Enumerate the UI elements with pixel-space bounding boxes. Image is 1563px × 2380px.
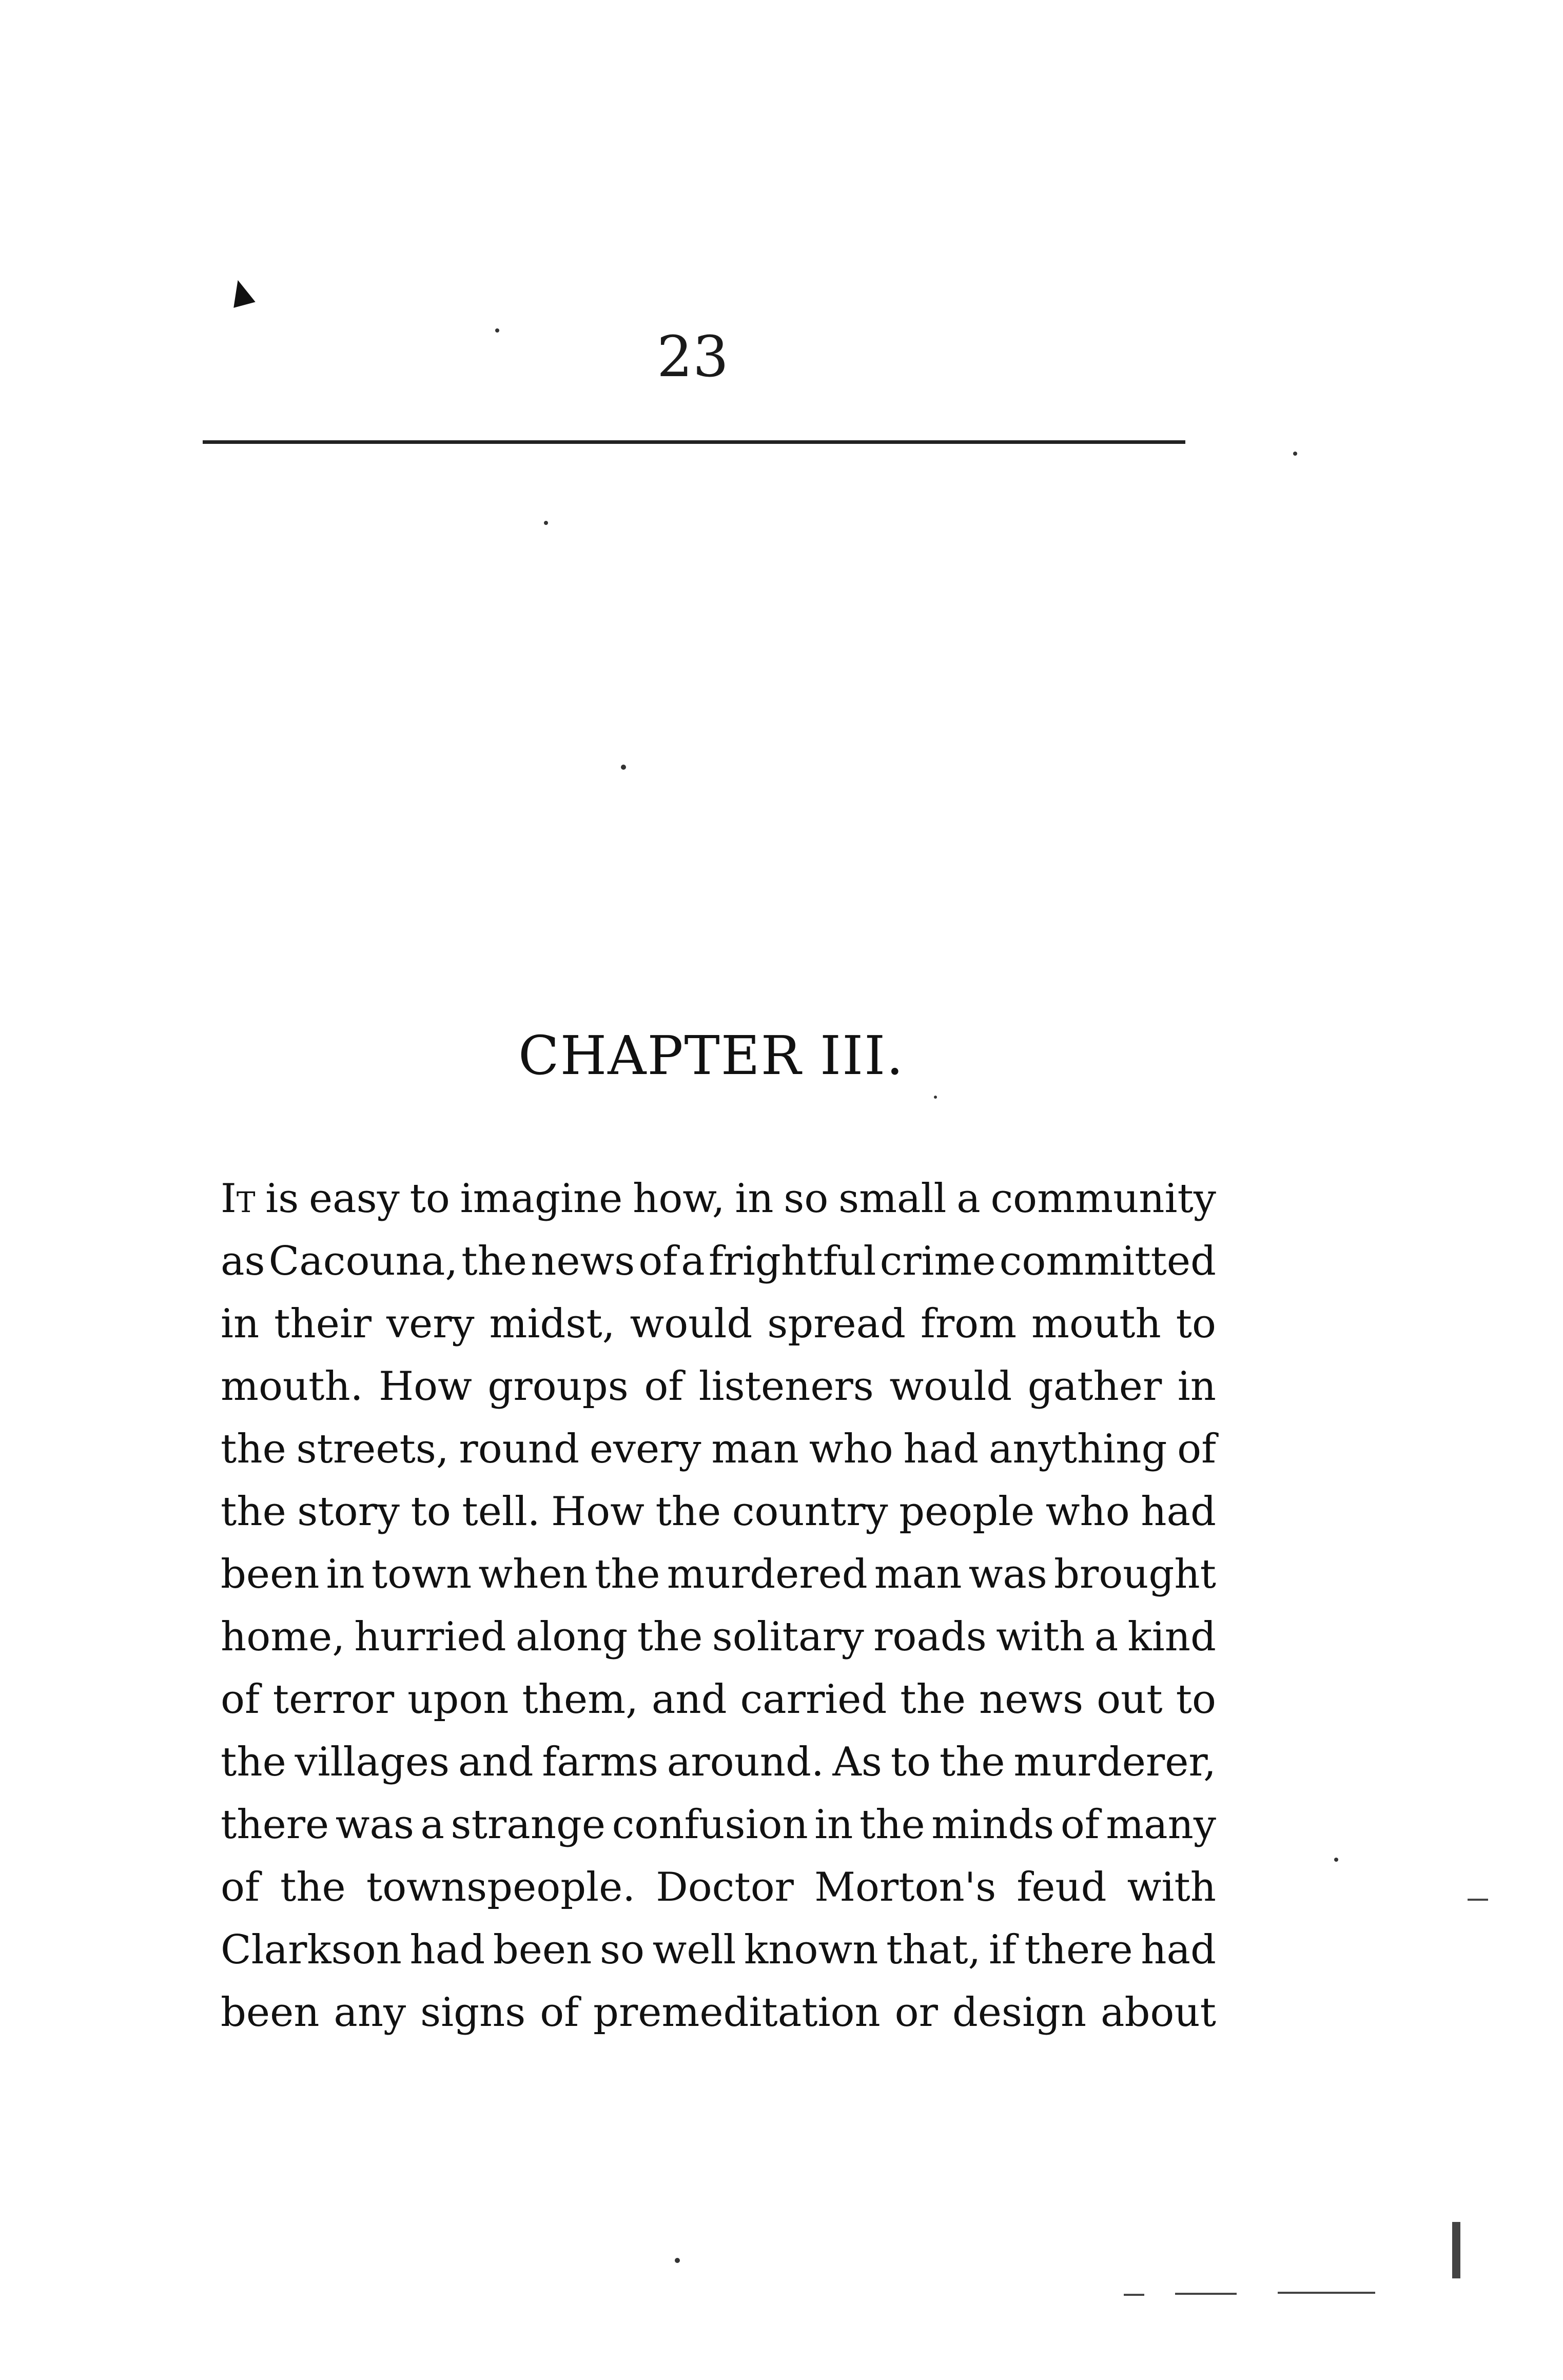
word: so [599, 1927, 644, 1973]
word: the [461, 1238, 527, 1284]
word: was [968, 1551, 1047, 1597]
word: solitary [712, 1614, 864, 1660]
word: if [988, 1927, 1017, 1973]
word: upon [407, 1676, 509, 1723]
word: the [280, 1864, 346, 1910]
word: gather [1027, 1363, 1162, 1410]
word: to [1176, 1301, 1216, 1347]
word: As [832, 1739, 882, 1785]
word: spread [767, 1301, 906, 1347]
word: murdered [667, 1551, 868, 1597]
scan-speck [1293, 452, 1297, 456]
word: and [458, 1739, 534, 1785]
word: the [221, 1426, 286, 1472]
word: to [1176, 1676, 1216, 1723]
word: there [221, 1802, 329, 1848]
word: known [744, 1927, 878, 1973]
word: Morton's [814, 1864, 997, 1910]
text-line [221, 1981, 1216, 2044]
word: country [732, 1489, 888, 1535]
word: out [1097, 1676, 1163, 1723]
word: news [531, 1238, 635, 1284]
text-line [221, 1230, 1216, 1293]
word: mouth. [221, 1363, 363, 1410]
word: How [551, 1489, 644, 1535]
word: story [297, 1489, 400, 1535]
word: had [1141, 1927, 1216, 1973]
word: a [956, 1176, 981, 1222]
word: in [814, 1802, 853, 1848]
word: round [459, 1426, 580, 1472]
word: with [1127, 1864, 1216, 1910]
word: town [371, 1551, 472, 1597]
word: around. [667, 1739, 824, 1785]
scan-edge-mark [1278, 2292, 1375, 2294]
text-line [221, 1919, 1216, 1981]
word: had [409, 1927, 485, 1973]
text-line [221, 1167, 1216, 1230]
word: community [990, 1176, 1216, 1222]
word: would [889, 1363, 1012, 1410]
word: the [637, 1614, 703, 1660]
scan-edge-mark [1124, 2294, 1144, 2296]
scan-speck [621, 765, 626, 770]
word: man [711, 1426, 799, 1472]
word: anything [988, 1426, 1167, 1472]
word: confusion [612, 1802, 808, 1848]
word: was [335, 1802, 414, 1848]
word: in [1177, 1363, 1216, 1410]
word: well [652, 1927, 736, 1973]
word: design [952, 1989, 1087, 2036]
word: so [784, 1176, 829, 1222]
word: hurried [354, 1614, 506, 1660]
word: people [899, 1489, 1035, 1535]
word: committed [999, 1238, 1216, 1284]
word: about [1100, 1989, 1216, 2036]
word: crime [880, 1238, 996, 1284]
text-line [221, 1543, 1216, 1606]
word: villages [295, 1739, 450, 1785]
word: a [1094, 1614, 1119, 1660]
word: Cacouna, [268, 1238, 458, 1284]
word: the [859, 1802, 925, 1848]
word: who [809, 1426, 893, 1472]
scan-speck [544, 521, 548, 525]
word: midst, [489, 1301, 615, 1347]
word: and [651, 1676, 727, 1723]
word: been [221, 1989, 320, 2036]
word: every [589, 1426, 701, 1472]
word: as [221, 1238, 265, 1284]
chapter-title: CHAPTER III. [518, 1024, 905, 1087]
word: along [515, 1614, 628, 1660]
word: in [326, 1551, 365, 1597]
word: minds [931, 1802, 1054, 1848]
word: from [920, 1301, 1017, 1347]
text-line [221, 1606, 1216, 1668]
text-line [221, 1668, 1216, 1731]
scan-edge-mark [1452, 2222, 1460, 2278]
word: premeditation [593, 1989, 881, 2036]
word: of [1060, 1802, 1100, 1848]
word: a [681, 1238, 705, 1284]
text-line [221, 1793, 1216, 1856]
text-line [221, 1418, 1216, 1480]
word: signs [420, 1989, 526, 2036]
text-line [221, 1293, 1216, 1355]
word: of [1177, 1426, 1216, 1472]
word: How [379, 1363, 472, 1410]
word: of [540, 1989, 579, 2036]
word: roads [873, 1614, 987, 1660]
word: of [638, 1238, 678, 1284]
word: how, [633, 1176, 725, 1222]
word: in [221, 1301, 260, 1347]
text-line [221, 1856, 1216, 1919]
word: home, [221, 1614, 345, 1660]
word: any [334, 1989, 406, 2036]
word: been [493, 1927, 592, 1973]
word: that, [886, 1927, 981, 1973]
scan-edge-mark [1175, 2293, 1237, 2295]
scan-speck [934, 1096, 937, 1099]
word: kind [1127, 1614, 1216, 1660]
word: murderer, [1013, 1739, 1216, 1785]
word: when [478, 1551, 588, 1597]
word: them, [522, 1676, 638, 1723]
word: strange [451, 1802, 606, 1848]
ink-blot-mark [227, 277, 255, 308]
word: to [409, 1176, 450, 1222]
word: mouth [1031, 1301, 1161, 1347]
word: groups [487, 1363, 629, 1410]
word: man [874, 1551, 962, 1597]
word: of [221, 1864, 260, 1910]
word: very [386, 1301, 475, 1347]
word: would [630, 1301, 753, 1347]
word: had [903, 1426, 979, 1472]
word: a [420, 1802, 445, 1848]
scan-speck [495, 328, 499, 333]
word: easy [309, 1176, 400, 1222]
word: tell. [462, 1489, 540, 1535]
word: farms [542, 1739, 658, 1785]
word: the [939, 1739, 1005, 1785]
body-paragraph [221, 1167, 1216, 2044]
word: frightful [708, 1238, 876, 1284]
word: who [1045, 1489, 1130, 1535]
word: the [655, 1489, 721, 1535]
word: had [1141, 1489, 1216, 1535]
text-line [221, 1480, 1216, 1543]
scan-edge-mark [1468, 1899, 1488, 1901]
word: to [411, 1489, 451, 1535]
text-line [221, 1355, 1216, 1418]
word: been [221, 1551, 320, 1597]
word: their [274, 1301, 372, 1347]
word: Clarkson [221, 1927, 402, 1973]
page-number: 23 [657, 324, 729, 389]
scan-speck [1334, 1858, 1338, 1862]
text-line [221, 1731, 1216, 1793]
word: the [594, 1551, 660, 1597]
word: to [890, 1739, 931, 1785]
word: the [221, 1489, 286, 1535]
word: listeners [698, 1363, 874, 1410]
word: It [221, 1176, 256, 1222]
word: in [735, 1176, 774, 1222]
word: brought [1053, 1551, 1216, 1597]
word: feud [1017, 1864, 1107, 1910]
word: streets, [296, 1426, 449, 1472]
word: townspeople. [366, 1864, 636, 1910]
header-rule [203, 440, 1185, 444]
word: of [221, 1676, 260, 1723]
word: there [1024, 1927, 1133, 1973]
word: imagine [460, 1176, 623, 1222]
word: carried [740, 1676, 887, 1723]
word: with [996, 1614, 1085, 1660]
scan-speck [675, 2258, 680, 2263]
word: is [265, 1176, 299, 1222]
word: news [979, 1676, 1084, 1723]
word: terror [272, 1676, 395, 1723]
word: small [838, 1176, 947, 1222]
word: many [1106, 1802, 1216, 1848]
word: or [894, 1989, 938, 2036]
word: the [900, 1676, 966, 1723]
word: of [644, 1363, 683, 1410]
word: the [221, 1739, 286, 1785]
word: Doctor [656, 1864, 794, 1910]
